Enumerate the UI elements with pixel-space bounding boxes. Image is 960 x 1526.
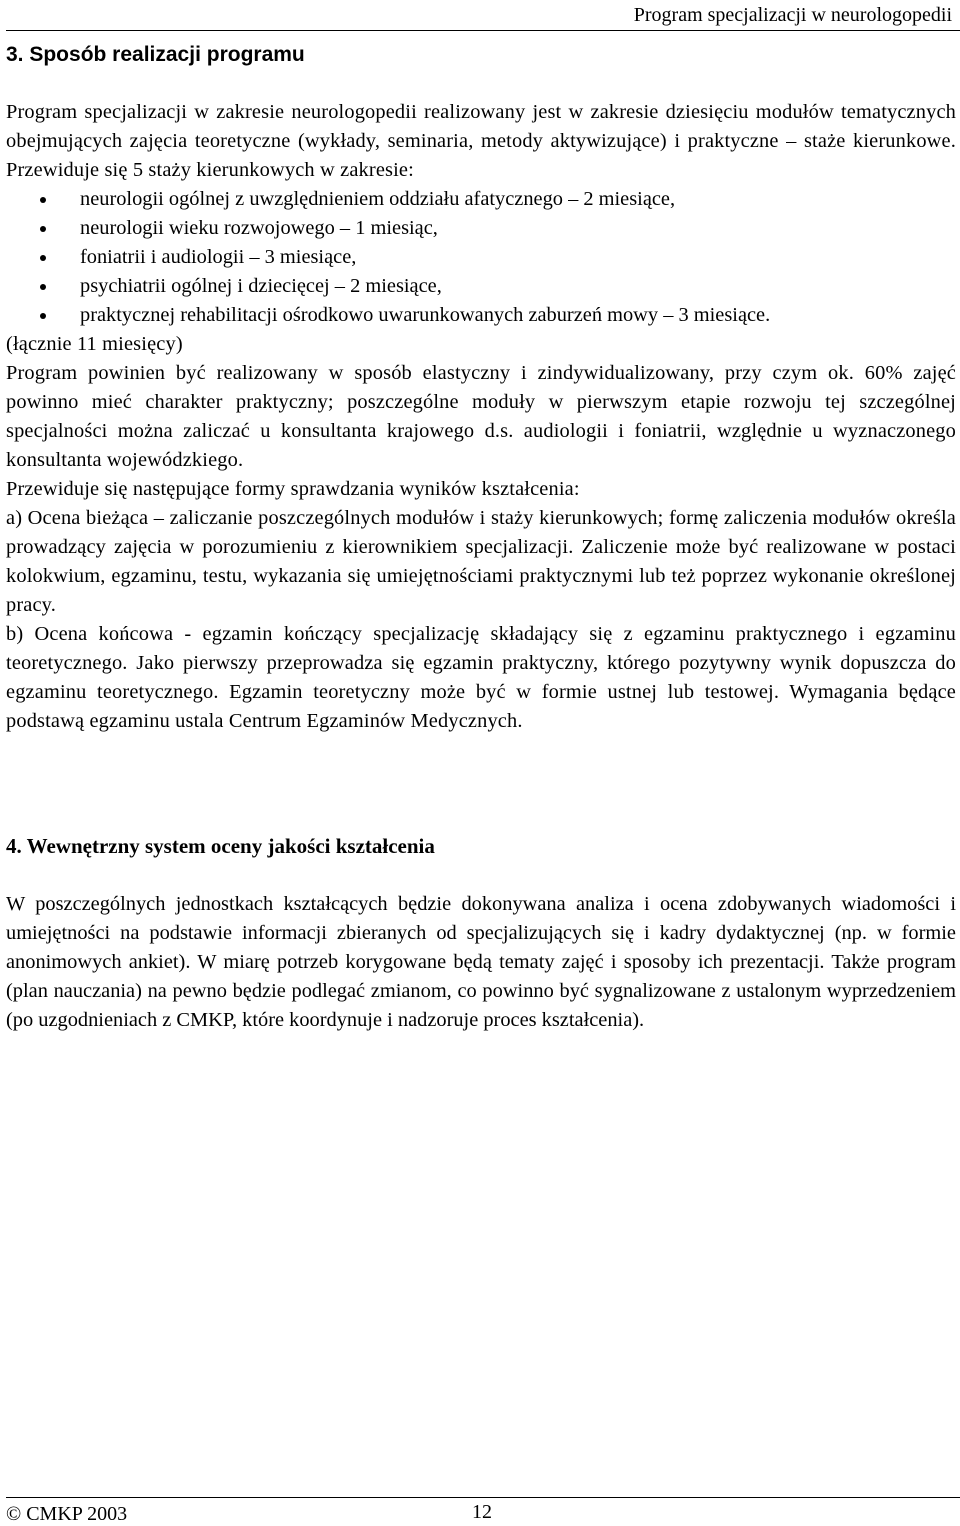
section-4-heading: 4. Wewnętrzny system oceny jakości kształcenia [6, 834, 435, 858]
program-paragraph: Program powinien być realizowany w sposób elastyczny i zindywidualizowany, przy czym ok. 60% zajęć powinno mieć charakter praktyczny; poszczególne moduły w pierwszym etapie rozwoju tej szczególnej specjalności można zaliczać u konsultanta krajowego d.s. audiologii i foniatrii, względnie u wyznaczonego konsultanta wojewódzkiego. [6, 362, 956, 471]
list-item: neurologii wieku rozwojowego – 1 miesiąc, [6, 214, 956, 243]
header-rule [6, 30, 960, 31]
section-4-body [6, 890, 956, 1035]
bullet-icon [40, 255, 46, 261]
assessment-forms-paragraph: Przewiduje się następujące formy sprawdzania wyników kształcenia: [6, 478, 580, 500]
quality-paragraph: W poszczególnych jednostkach kształcących będzie dokonywana analiza i ocena zdobywanych wiadomości i umiejętności na podstawie informacji zbieranych od specjalizujących się i kadry dydaktycznej (np. w formie anonimowych ankiet). W miarę potrzeb korygowane będą tematy zajęć i sposoby ich prezentacji. Także program (plan nauczania) na pewno będzie podlegać zmianom, co powinno być sygnalizowane z ustalonym wyprzedzeniem (po uzgodnieniach z CMKP, które koordynuje i nadzoruje proces kształcenia). [6, 893, 956, 1031]
total-duration: (łącznie 11 miesięcy) [6, 333, 183, 355]
assessment-b-paragraph: b) Ocena końcowa - egzamin kończący specjalizację składający się z egzaminu praktycznego i egzaminu teoretycznego. Jako pierwszy przeprowadza się egzamin praktyczny, którego pozytywny wynik dopuszcza do egzaminu teoretycznego. Egzamin teoretyczny może być w formie ustnej lub testowej. Wymagania będące podstawą egzaminu ustala Centrum Egzaminów Medycznych. [6, 623, 956, 732]
intro-paragraph: Program specjalizacji w zakresie neurologopedii realizowany jest w zakresie dziesięciu modułów tematycznych obejmujących zajęcia teoretyczne (wykłady, seminaria, metody aktywizujące) i praktyczne – staże kierunkowe. Przewiduje się 5 staży kierunkowych w zakresie: [6, 101, 956, 181]
footer-copyright: © CMKP 2003 [6, 1503, 128, 1525]
list-item: neurologii ogólnej z uwzględnieniem oddziału afatycznego – 2 miesiące, [6, 185, 956, 214]
section-3-heading: 3. Sposób realizacji programu [6, 43, 305, 66]
page-number: 12 [472, 1501, 492, 1523]
list-item: foniatrii i audiologii – 3 miesiące, [6, 243, 956, 272]
assessment-a-paragraph: a) Ocena bieżąca – zaliczanie poszczególnych modułów i staży kierunkowych; formę zaliczenia modułów określa prowadzący zajęcia w porozumieniu z kierownikiem specjalizacji. Zaliczenie może być realizowane w postaci kolokwium, egzaminu, testu, wykazania się umiejętnościami praktycznymi lub też poprzez wykonanie określonej pracy. [6, 507, 956, 616]
section-3-body [6, 98, 956, 736]
bullet-icon [40, 313, 46, 319]
list-item: psychiatrii ogólnej i dziecięcej – 2 miesiące, [6, 272, 956, 301]
bullet-icon [40, 284, 46, 290]
bullet-icon [40, 226, 46, 232]
bullet-icon [40, 197, 46, 203]
running-header: Program specjalizacji w neurologopedii [633, 4, 952, 26]
internship-list [6, 185, 956, 330]
footer-rule [6, 1497, 960, 1498]
list-item: praktycznej rehabilitacji ośrodkowo uwarunkowanych zaburzeń mowy – 3 miesiące. [6, 301, 956, 330]
